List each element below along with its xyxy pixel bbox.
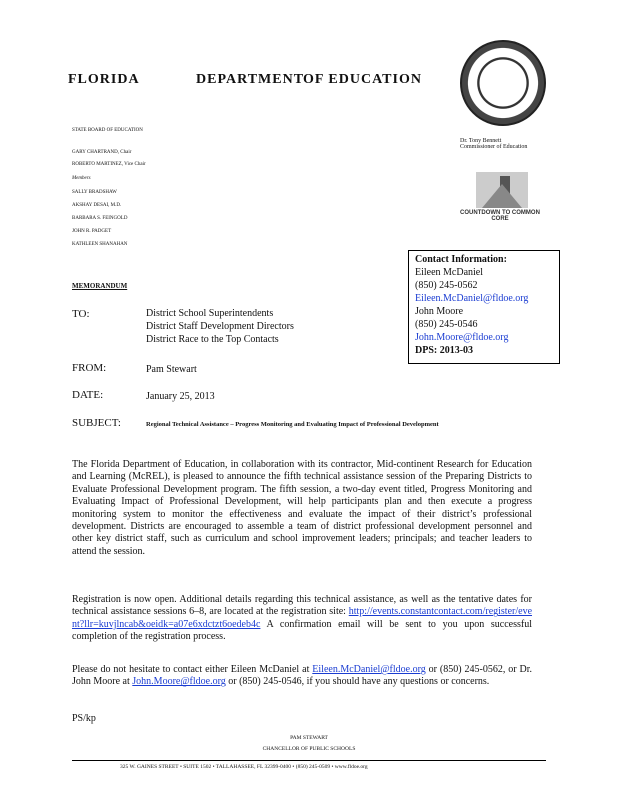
initials: PS/kp: [72, 713, 96, 724]
footer-divider: [72, 760, 546, 761]
commissioner-name: Dr. Tony Bennett: [460, 138, 502, 144]
eileen-email-link[interactable]: Eileen.McDaniel@fldoe.org: [312, 664, 426, 675]
contact-email-link[interactable]: John.Moore@fldoe.org: [415, 332, 509, 343]
board-member: BARBARA S. FEINGOLD: [72, 216, 128, 221]
body-paragraph-3: [72, 664, 532, 689]
board-member: KATHLEEN SHANAHAN: [72, 242, 128, 247]
commissioner-title: Commissioner of Education: [460, 144, 528, 150]
from-value: Pam Stewart: [146, 364, 197, 375]
title-of-education: OF EDUCATION: [303, 72, 422, 87]
recipient: District School Superintendents: [146, 308, 274, 319]
commissioner-block: [460, 138, 570, 150]
john-email-link[interactable]: John.Moore@fldoe.org: [132, 676, 226, 688]
contact-text-b: or (850) 245-0562, or Dr. John Moore at: [72, 664, 533, 688]
from-label: FROM:: [72, 362, 107, 374]
recipient: District Race to the Top Contacts: [146, 334, 279, 345]
body-paragraph-2: [72, 594, 532, 644]
signature-name: PAM STEWART: [290, 735, 328, 741]
board-member: SALLY BRADSHAW: [72, 190, 117, 195]
subject-label: SUBJECT:: [72, 417, 121, 429]
contact-name: John Moore: [415, 306, 464, 317]
date-label: DATE:: [72, 389, 104, 401]
board-heading: STATE BOARD OF EDUCATION: [72, 128, 143, 133]
contact-phone: (850) 245-0562: [415, 280, 478, 291]
contact-info-box: [408, 250, 560, 364]
board-members-label: Members: [72, 176, 91, 181]
dps-number: DPS: 2013-03: [415, 345, 474, 356]
memorandum-label: MEMORANDUM: [72, 282, 128, 290]
footer-address: 325 W. GAINES STREET • SUITE 1502 • TALLAHASSEE, FL 32399-0400 • (850) 245-0509 • www.fldoe.org: [120, 764, 368, 770]
title-department: DEPARTMENT: [196, 72, 305, 87]
state-seal-image: [460, 40, 546, 126]
date-value: January 25, 2013: [146, 391, 215, 402]
subject-value: Regional Technical Assistance – Progress Monitoring and Evaluating Impact of Professional Development: [146, 421, 439, 428]
recipient: District Staff Development Directors: [146, 321, 294, 332]
board-member: ROBERTO MARTINEZ, Vice Chair: [72, 162, 146, 167]
registration-link[interactable]: http://events.constantcontact.com/register/event?llr=kuvjlncab&oeidk=a07e6xdctzt6oedeb4c: [72, 606, 533, 630]
registration-text: Registration is now open. Additional details regarding this technical assistance, as well as the tentative dates for technical assistance sessions 6–8, are located at the registration site:: [72, 594, 532, 618]
confirmation-text: A confirmation email will be sent to you upon successful completion of the registration process.: [72, 618, 532, 643]
to-recipients: [146, 307, 294, 346]
board-member: GARY CHARTRAND, Chair: [72, 150, 132, 155]
contact-text-c: or (850) 245-0546, if you should have any questions or concerns.: [228, 676, 490, 688]
board-member: JOHN R. PADGET: [72, 229, 112, 234]
contact-phone: (850) 245-0546: [415, 319, 478, 330]
contact-text-a: Please do not hesitate to contact either Eileen McDaniel at: [72, 664, 310, 675]
to-label: TO:: [72, 308, 90, 320]
title-florida: FLORIDA: [68, 72, 140, 87]
contact-heading: Contact Information:: [415, 254, 507, 265]
board-member: AKSHAY DESAI, M.D.: [72, 203, 122, 208]
countdown-logo-text: COUNTDOWN TO COMMON CORE: [460, 210, 540, 222]
body-paragraph-1: The Florida Department of Education, in collaboration with its contractor, Mid-continent Research for Education and Learning (McREL), is pleased to announce the fifth technical assistance session of the Preparing Districts to Evaluate Professional Development program. The fifth session, a two-day event titled, Progress Monitoring and Evaluating Impact of Professional Development, will help participants plan and then execute a progress monitoring system to monitor the effectiveness and evaluate the impact of their district’s professional development. Districts are encouraged to assemble a team of district professional development personnel and other key district staff, such as curriculum and school improvement leaders; principals; and teacher leaders to attend the session.: [72, 459, 532, 557]
contact-email-link[interactable]: Eileen.McDaniel@fldoe.org: [415, 293, 529, 304]
contact-name: Eileen McDaniel: [415, 267, 484, 278]
signature-title: CHANCELLOR OF PUBLIC SCHOOLS: [262, 746, 356, 752]
